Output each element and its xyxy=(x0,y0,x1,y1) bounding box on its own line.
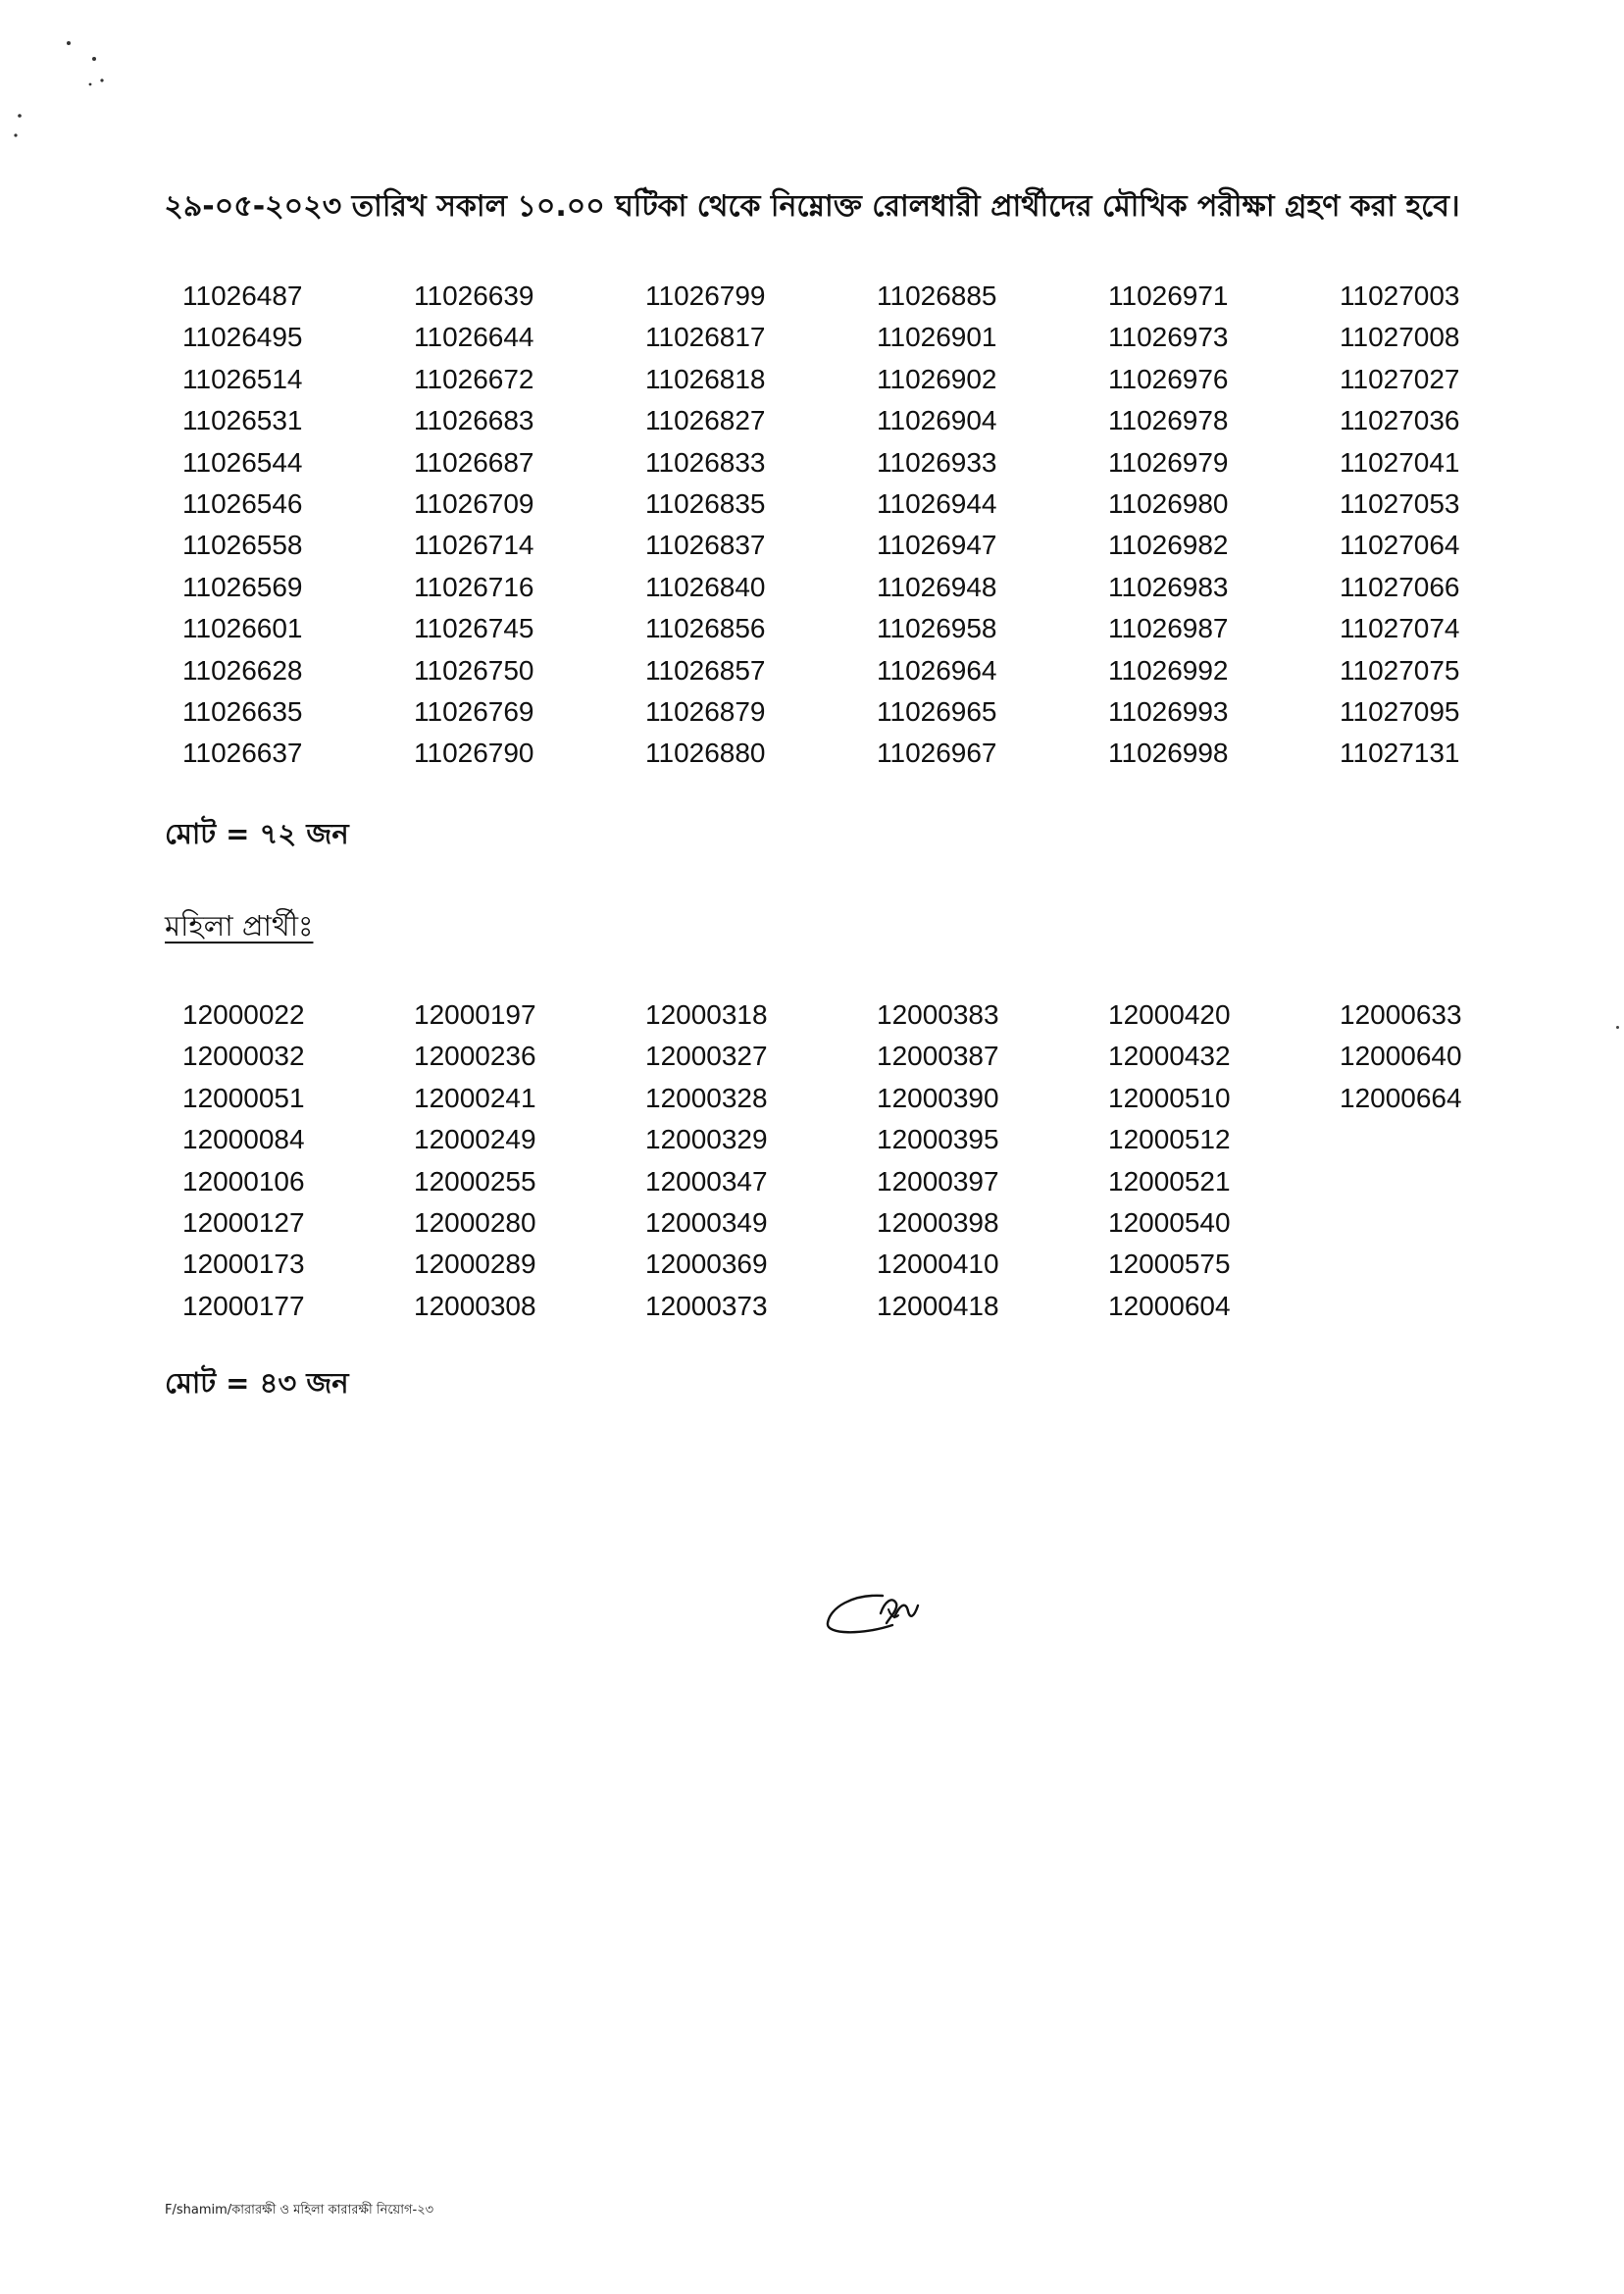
roll-number: 11027053 xyxy=(1340,487,1460,519)
roll-number: 12000383 xyxy=(877,999,999,1030)
roll-number: 11026856 xyxy=(645,613,766,644)
roll-number: 11026976 xyxy=(1108,363,1229,394)
roll-number: 12000255 xyxy=(414,1165,536,1197)
roll-number: 12000633 xyxy=(1340,999,1462,1030)
roll-number: 12000022 xyxy=(182,999,305,1030)
roll-number: 11026514 xyxy=(182,363,303,394)
roll-number: 12000390 xyxy=(877,1082,999,1113)
roll-number: 11026993 xyxy=(1108,695,1229,727)
roll-number: 12000512 xyxy=(1108,1124,1231,1155)
roll-number: 11026833 xyxy=(645,446,766,478)
roll-number: 11026879 xyxy=(645,695,766,727)
roll-number: 11026531 xyxy=(182,405,303,436)
roll-number: 12000387 xyxy=(877,1041,999,1072)
roll-number: 11027036 xyxy=(1340,405,1460,436)
roll-number: 12000369 xyxy=(645,1249,768,1280)
roll-number: 11026835 xyxy=(645,487,766,519)
roll-number: 12000127 xyxy=(182,1206,305,1238)
roll-number: 11026979 xyxy=(1108,446,1229,478)
roll-number: 11027095 xyxy=(1340,695,1460,727)
footer-file-path: F/shamim/কারারক্ষী ও মহিলা কারারক্ষী নিয়োগ-২৩ xyxy=(165,2203,434,2218)
roll-number: 11026885 xyxy=(877,280,997,311)
female-roll-grid xyxy=(182,994,1571,1327)
roll-number: 11026948 xyxy=(877,571,997,602)
roll-number: 12000308 xyxy=(414,1290,536,1321)
roll-number: 12000410 xyxy=(877,1249,999,1280)
roll-number: 11026495 xyxy=(182,322,303,353)
roll-number: 11026837 xyxy=(645,530,766,561)
roll-number: 11027008 xyxy=(1340,322,1460,353)
roll-number: 11026716 xyxy=(414,571,534,602)
roll-number: 12000318 xyxy=(645,999,768,1030)
roll-number: 11026933 xyxy=(877,446,997,478)
roll-number: 12000329 xyxy=(645,1124,768,1155)
roll-number: 11027074 xyxy=(1340,613,1460,644)
roll-number: 12000084 xyxy=(182,1124,305,1155)
page-heading: ২৯-০৫-২০২৩ তারিখ সকাল ১০.০০ ঘটিকা থেকে নিম্নোক্ত রোলধারী প্রার্থীদের মৌখিক পরীক্ষা গ্রহণ করা হবে। xyxy=(164,189,1460,224)
roll-number: 12000349 xyxy=(645,1206,768,1238)
roll-number: 11026971 xyxy=(1108,280,1229,311)
roll-number: 11026982 xyxy=(1108,530,1229,561)
roll-number: 11027075 xyxy=(1340,654,1460,686)
roll-number: 12000510 xyxy=(1108,1082,1231,1113)
roll-number: 11026799 xyxy=(645,280,766,311)
roll-number: 12000664 xyxy=(1340,1082,1462,1113)
roll-number: 11026827 xyxy=(645,405,766,436)
roll-number: 12000051 xyxy=(182,1082,305,1113)
roll-number: 11026817 xyxy=(645,322,766,353)
roll-number: 11026487 xyxy=(182,280,303,311)
roll-number: 11026958 xyxy=(877,613,997,644)
roll-number: 11026987 xyxy=(1108,613,1229,644)
roll-number: 11026637 xyxy=(182,738,303,769)
roll-number: 11027003 xyxy=(1340,280,1460,311)
roll-number: 12000420 xyxy=(1108,999,1231,1030)
roll-number: 12000327 xyxy=(645,1041,768,1072)
roll-number: 12000395 xyxy=(877,1124,999,1155)
roll-number: 11026644 xyxy=(414,322,534,353)
roll-number: 12000241 xyxy=(414,1082,536,1113)
roll-number: 11026639 xyxy=(414,280,534,311)
roll-number: 12000236 xyxy=(414,1041,536,1072)
roll-number: 12000575 xyxy=(1108,1249,1231,1280)
roll-number: 11026769 xyxy=(414,695,534,727)
roll-number: 11026558 xyxy=(182,530,303,561)
scan-speck-right xyxy=(1616,1026,1619,1029)
roll-number: 11026687 xyxy=(414,446,534,478)
roll-number: 12000032 xyxy=(182,1041,305,1072)
roll-number: 11026902 xyxy=(877,363,997,394)
empty-cell xyxy=(1340,1286,1571,1327)
roll-number: 11026628 xyxy=(182,654,303,686)
roll-number: 12000197 xyxy=(414,999,536,1030)
roll-number: 11026947 xyxy=(877,530,997,561)
roll-number: 11026973 xyxy=(1108,322,1229,353)
roll-number: 11026904 xyxy=(877,405,997,436)
roll-number: 11026683 xyxy=(414,405,534,436)
scan-specks xyxy=(0,0,137,157)
female-total: মোট = ৪৩ জন xyxy=(165,1366,349,1400)
roll-number: 11026569 xyxy=(182,571,303,602)
roll-number: 11026672 xyxy=(414,363,534,394)
roll-number: 11026967 xyxy=(877,738,997,769)
roll-number: 11026980 xyxy=(1108,487,1229,519)
roll-number: 11026992 xyxy=(1108,654,1229,686)
roll-number: 12000249 xyxy=(414,1124,536,1155)
roll-number: 12000373 xyxy=(645,1290,768,1321)
empty-cell xyxy=(1340,1119,1571,1160)
roll-number: 12000521 xyxy=(1108,1165,1231,1197)
roll-number: 12000540 xyxy=(1108,1206,1231,1238)
roll-number: 11027131 xyxy=(1340,738,1460,769)
roll-number: 11026745 xyxy=(414,613,534,644)
general-roll-grid xyxy=(182,276,1571,775)
roll-number: 12000418 xyxy=(877,1290,999,1321)
roll-number: 11026840 xyxy=(645,571,766,602)
roll-number: 12000177 xyxy=(182,1290,305,1321)
roll-number: 11026880 xyxy=(645,738,766,769)
roll-number: 11026750 xyxy=(414,654,534,686)
roll-number: 11027027 xyxy=(1340,363,1460,394)
roll-number: 11026818 xyxy=(645,363,766,394)
general-total: মোট = ৭২ জন xyxy=(165,817,349,850)
roll-number: 12000173 xyxy=(182,1249,305,1280)
roll-number: 11026544 xyxy=(182,446,303,478)
roll-number: 12000640 xyxy=(1340,1041,1462,1072)
signature xyxy=(824,1574,932,1653)
roll-number: 11026790 xyxy=(414,738,534,769)
roll-number: 11027041 xyxy=(1340,446,1460,478)
roll-number: 11026857 xyxy=(645,654,766,686)
roll-number: 11026546 xyxy=(182,487,303,519)
roll-number: 11026901 xyxy=(877,322,997,353)
roll-number: 11027066 xyxy=(1340,571,1460,602)
empty-cell xyxy=(1340,1161,1571,1202)
roll-number: 11026964 xyxy=(877,654,997,686)
female-section-title: মহিলা প্রার্থীঃ xyxy=(165,909,314,943)
roll-number: 11026944 xyxy=(877,487,997,519)
roll-number: 12000347 xyxy=(645,1165,768,1197)
roll-number: 11026714 xyxy=(414,530,534,561)
roll-number: 12000432 xyxy=(1108,1041,1231,1072)
roll-number: 12000280 xyxy=(414,1206,536,1238)
empty-cell xyxy=(1340,1244,1571,1285)
roll-number: 12000328 xyxy=(645,1082,768,1113)
roll-number: 11026998 xyxy=(1108,738,1229,769)
roll-number: 12000106 xyxy=(182,1165,305,1197)
roll-number: 11026983 xyxy=(1108,571,1229,602)
roll-number: 12000397 xyxy=(877,1165,999,1197)
empty-cell xyxy=(1340,1202,1571,1244)
roll-number: 11026978 xyxy=(1108,405,1229,436)
roll-number: 12000289 xyxy=(414,1249,536,1280)
roll-number: 12000604 xyxy=(1108,1290,1231,1321)
roll-number: 11026635 xyxy=(182,695,303,727)
roll-number: 11026601 xyxy=(182,613,303,644)
roll-number: 11027064 xyxy=(1340,530,1460,561)
roll-number: 11026965 xyxy=(877,695,997,727)
roll-number: 11026709 xyxy=(414,487,534,519)
roll-number: 12000398 xyxy=(877,1206,999,1238)
